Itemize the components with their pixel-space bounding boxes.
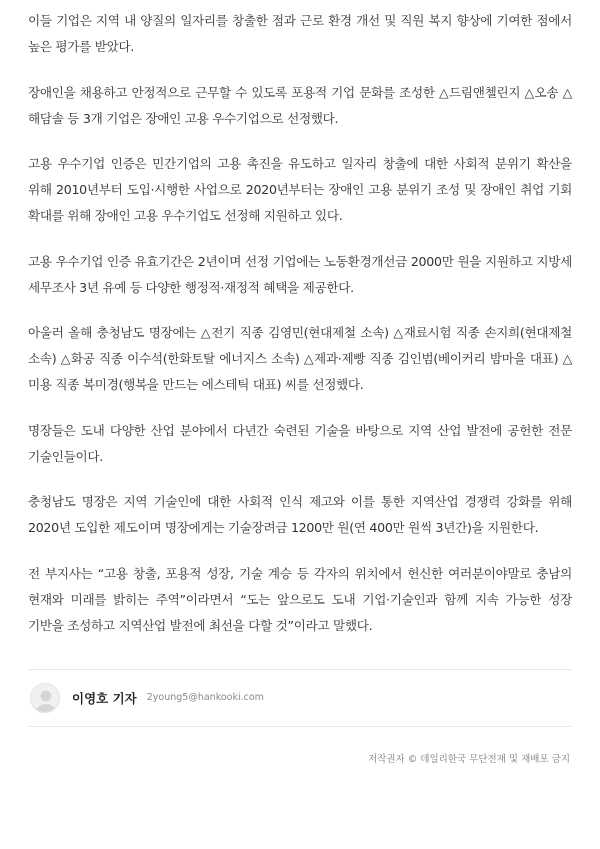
article-paragraph: 전 부지사는 “고용 창출, 포용적 성장, 기술 계승 등 각자의 위치에서 헌신한 여러분이야말로 충남의 현재와 미래를 밝히는 주역”이라면서 “도는 앞으로도 도내 기업·기술인과 함께 지속 가능한 성장 기반을 조성하고 지역산업 발전에 최선을 다할 것”이라고 말했다. — [28, 565, 572, 633]
article-paragraph: 명장들은 도내 다양한 산업 분야에서 다년간 숙련된 기술을 바탕으로 지역 산업 발전에 공헌한 전문 기술인들이다. — [28, 422, 572, 464]
author-avatar[interactable] — [30, 683, 60, 713]
article-paragraph: 충청남도 명장은 지역 기술인에 대한 사회적 인식 제고와 이를 통한 지역산업 경쟁력 강화를 위해 2020년 도입한 제도이며 명장에게는 기술장려금 1200만 원(연 400만 원씩 3년간)을 지원한다. — [28, 494, 572, 535]
article-paragraph: 장애인을 채용하고 안정적으로 근무할 수 있도록 포용적 기업 문화를 조성한 △드림앤첼린지 △오송 △해담솔 등 3개 기업은 장애인 고용 우수기업으로 선정했다. — [28, 84, 572, 126]
article-paragraph: 아울러 올해 충청남도 명장에는 △전기 직종 김영민(현대제철 소속) △재료시험 직종 손지희(현대제철 소속) △화공 직종 이수석(한화토탈 에너지스 소속) △제과·제빵 직종 김인범(베이커리 밤마을 대표) △미용 직종 복미경(행복을 만드는 에스테틱 대표) 씨를 선정했다. — [28, 325, 572, 392]
copyright-notice: 저작권자 © 데일리한국 무단전재 및 재배포 금지 — [368, 753, 570, 765]
author-name[interactable]: 이영호 기자 — [72, 690, 137, 706]
article-paragraph: 고용 우수기업 인증은 민간기업의 고용 촉진을 유도하고 일자리 창출에 대한 사회적 분위기 확산을 위해 2010년부터 도입·시행한 사업으로 2020년부터는 장애인 고용 분위기 조성 및 장애인 취업 기회 확대를 위해 장애인 고용 우수기업도 선정해 지원하고 있다. — [28, 156, 572, 223]
user-silhouette-icon — [31, 684, 60, 713]
author-byline — [28, 670, 572, 726]
author-bottom-divider — [28, 726, 572, 727]
article-paragraph: 이들 기업은 지역 내 양질의 일자리를 창출한 점과 근로 환경 개선 및 직원 복지 향상에 기여한 점에서 높은 평가를 받았다. — [28, 13, 572, 54]
author-email[interactable]: 2young5@hankooki.com — [146, 692, 264, 703]
article-paragraph: 고용 우수기업 인증 유효기간은 2년이며 선정 기업에는 노동환경개선금 2000만 원을 지원하고 지방세 세무조사 3년 유예 등 다양한 행정적·재정적 혜택을 제공한다. — [28, 253, 572, 295]
